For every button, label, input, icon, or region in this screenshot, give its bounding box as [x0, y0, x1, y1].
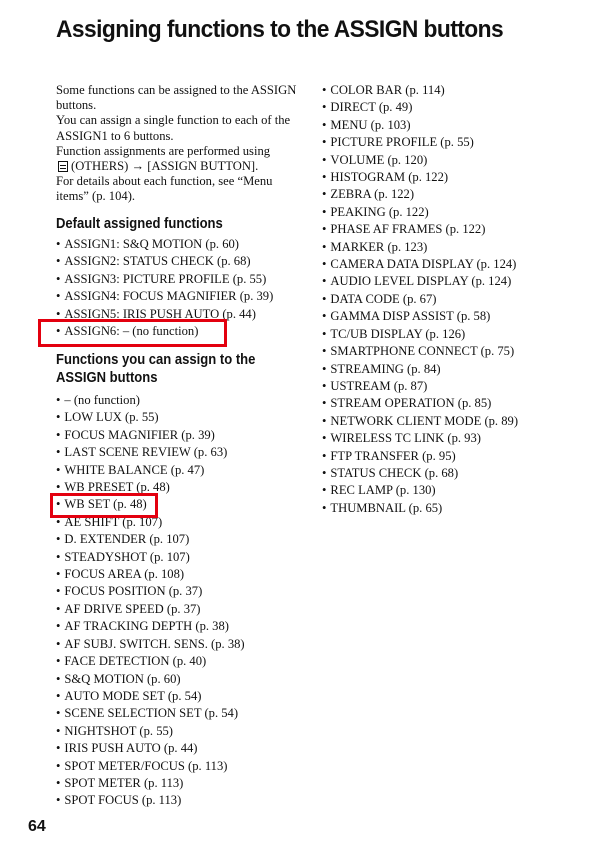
highlight-box-assign6	[38, 319, 227, 347]
assignable-heading-line-2: ASSIGN buttons	[56, 370, 158, 386]
menu-list-icon	[58, 161, 68, 172]
default-function-item: • ASSIGN2: STATUS CHECK (p. 68)	[56, 253, 273, 270]
assignable-functions-heading	[56, 351, 255, 387]
assignable-function-item: • IRIS PUSH AUTO (p. 44)	[56, 740, 245, 757]
assignable-heading-line-1: Functions you can assign to the	[56, 352, 256, 368]
assignable-function-item: • ZEBRA (p. 122)	[322, 186, 518, 203]
default-functions-heading: Default assigned functions	[56, 216, 223, 232]
assignable-function-item: • LAST SCENE REVIEW (p. 63)	[56, 444, 245, 461]
assignable-function-item: • PHASE AF FRAMES (p. 122)	[322, 221, 518, 238]
assignable-function-item: • AF DRIVE SPEED (p. 37)	[56, 601, 245, 618]
assignable-function-item: • AUTO MODE SET (p. 54)	[56, 688, 245, 705]
assignable-function-item: • PICTURE PROFILE (p. 55)	[322, 134, 518, 151]
assignable-functions-list-left	[56, 392, 245, 810]
assignable-function-item: • SPOT METER (p. 113)	[56, 775, 245, 792]
assignable-function-item: • FTP TRANSFER (p. 95)	[322, 448, 518, 465]
assignable-function-item: • WHITE BALANCE (p. 47)	[56, 462, 245, 479]
assignable-function-item: • TC/UB DISPLAY (p. 126)	[322, 326, 518, 343]
default-function-item: • ASSIGN3: PICTURE PROFILE (p. 55)	[56, 271, 273, 288]
default-function-item: • ASSIGN6: – (no function)	[56, 323, 273, 340]
assignable-function-item: • NETWORK CLIENT MODE (p. 89)	[322, 413, 518, 430]
assignable-function-item: • LOW LUX (p. 55)	[56, 409, 245, 426]
assignable-function-item: • WIRELESS TC LINK (p. 93)	[322, 430, 518, 447]
assignable-function-item: • STREAMING (p. 84)	[322, 361, 518, 378]
default-function-item: • ASSIGN5: IRIS PUSH AUTO (p. 44)	[56, 306, 273, 323]
assignable-function-item: • VOLUME (p. 120)	[322, 152, 518, 169]
intro-line-3-pre: Function assignments are performed using	[56, 143, 271, 158]
assignable-function-item: • – (no function)	[56, 392, 245, 409]
intro-line-3	[56, 144, 306, 174]
page-number: 64	[28, 818, 46, 835]
assignable-function-item: • WB PRESET (p. 48)	[56, 479, 245, 496]
default-function-item: • ASSIGN1: S&Q MOTION (p. 60)	[56, 236, 273, 253]
assignable-function-item: • SCENE SELECTION SET (p. 54)	[56, 705, 245, 722]
assignable-function-item: • FOCUS POSITION (p. 37)	[56, 583, 245, 600]
assignable-function-item: • THUMBNAIL (p. 65)	[322, 500, 518, 517]
intro-line-1: Some functions can be assigned to the ASSIGN buttons.	[56, 83, 297, 113]
assignable-function-item: • COLOR BAR (p. 114)	[322, 82, 518, 99]
page-title: Assigning functions to the ASSIGN buttons	[56, 16, 504, 43]
assignable-function-item: • AF SUBJ. SWITCH. SENS. (p. 38)	[56, 636, 245, 653]
assignable-function-item: • HISTOGRAM (p. 122)	[322, 169, 518, 186]
assignable-function-item: • SMARTPHONE CONNECT (p. 75)	[322, 343, 518, 360]
assignable-function-item: • FACE DETECTION (p. 40)	[56, 653, 245, 670]
intro-line-3-post: (OTHERS) → [ASSIGN BUTTON].	[71, 159, 259, 174]
assignable-function-item: • REC LAMP (p. 130)	[322, 482, 518, 499]
assignable-function-item: • D. EXTENDER (p. 107)	[56, 531, 245, 548]
intro-line-2: You can assign a single function to each of the ASSIGN1 to 6 buttons.	[56, 113, 291, 143]
assignable-function-item: • AE SHIFT (p. 107)	[56, 514, 245, 531]
assignable-function-item: • NIGHTSHOT (p. 55)	[56, 723, 245, 740]
intro-line-4: For details about each function, see “Menu items” (p. 104).	[56, 174, 273, 204]
assignable-function-item: • DIRECT (p. 49)	[322, 99, 518, 116]
assignable-function-item: • CAMERA DATA DISPLAY (p. 124)	[322, 256, 518, 273]
assignable-function-item: • GAMMA DISP ASSIST (p. 58)	[322, 308, 518, 325]
intro-text	[56, 83, 306, 205]
assignable-function-item: • STREAM OPERATION (p. 85)	[322, 395, 518, 412]
assignable-function-item: • SPOT FOCUS (p. 113)	[56, 792, 245, 809]
highlight-box-wb-set	[50, 493, 158, 518]
assignable-function-item: • AF TRACKING DEPTH (p. 38)	[56, 618, 245, 635]
assignable-function-item: • AUDIO LEVEL DISPLAY (p. 124)	[322, 273, 518, 290]
assignable-function-item: • STEADYSHOT (p. 107)	[56, 549, 245, 566]
assignable-function-item: • MENU (p. 103)	[322, 117, 518, 134]
assignable-functions-list-right	[322, 82, 518, 517]
default-function-item: • ASSIGN4: FOCUS MAGNIFIER (p. 39)	[56, 288, 273, 305]
assignable-function-item: • WB SET (p. 48)	[56, 496, 245, 513]
assignable-function-item: • FOCUS AREA (p. 108)	[56, 566, 245, 583]
assignable-function-item: • DATA CODE (p. 67)	[322, 291, 518, 308]
assignable-function-item: • SPOT METER/FOCUS (p. 113)	[56, 758, 245, 775]
assignable-function-item: • FOCUS MAGNIFIER (p. 39)	[56, 427, 245, 444]
assignable-function-item: • STATUS CHECK (p. 68)	[322, 465, 518, 482]
assignable-function-item: • S&Q MOTION (p. 60)	[56, 671, 245, 688]
assignable-function-item: • USTREAM (p. 87)	[322, 378, 518, 395]
assignable-function-item: • PEAKING (p. 122)	[322, 204, 518, 221]
assignable-function-item: • MARKER (p. 123)	[322, 239, 518, 256]
